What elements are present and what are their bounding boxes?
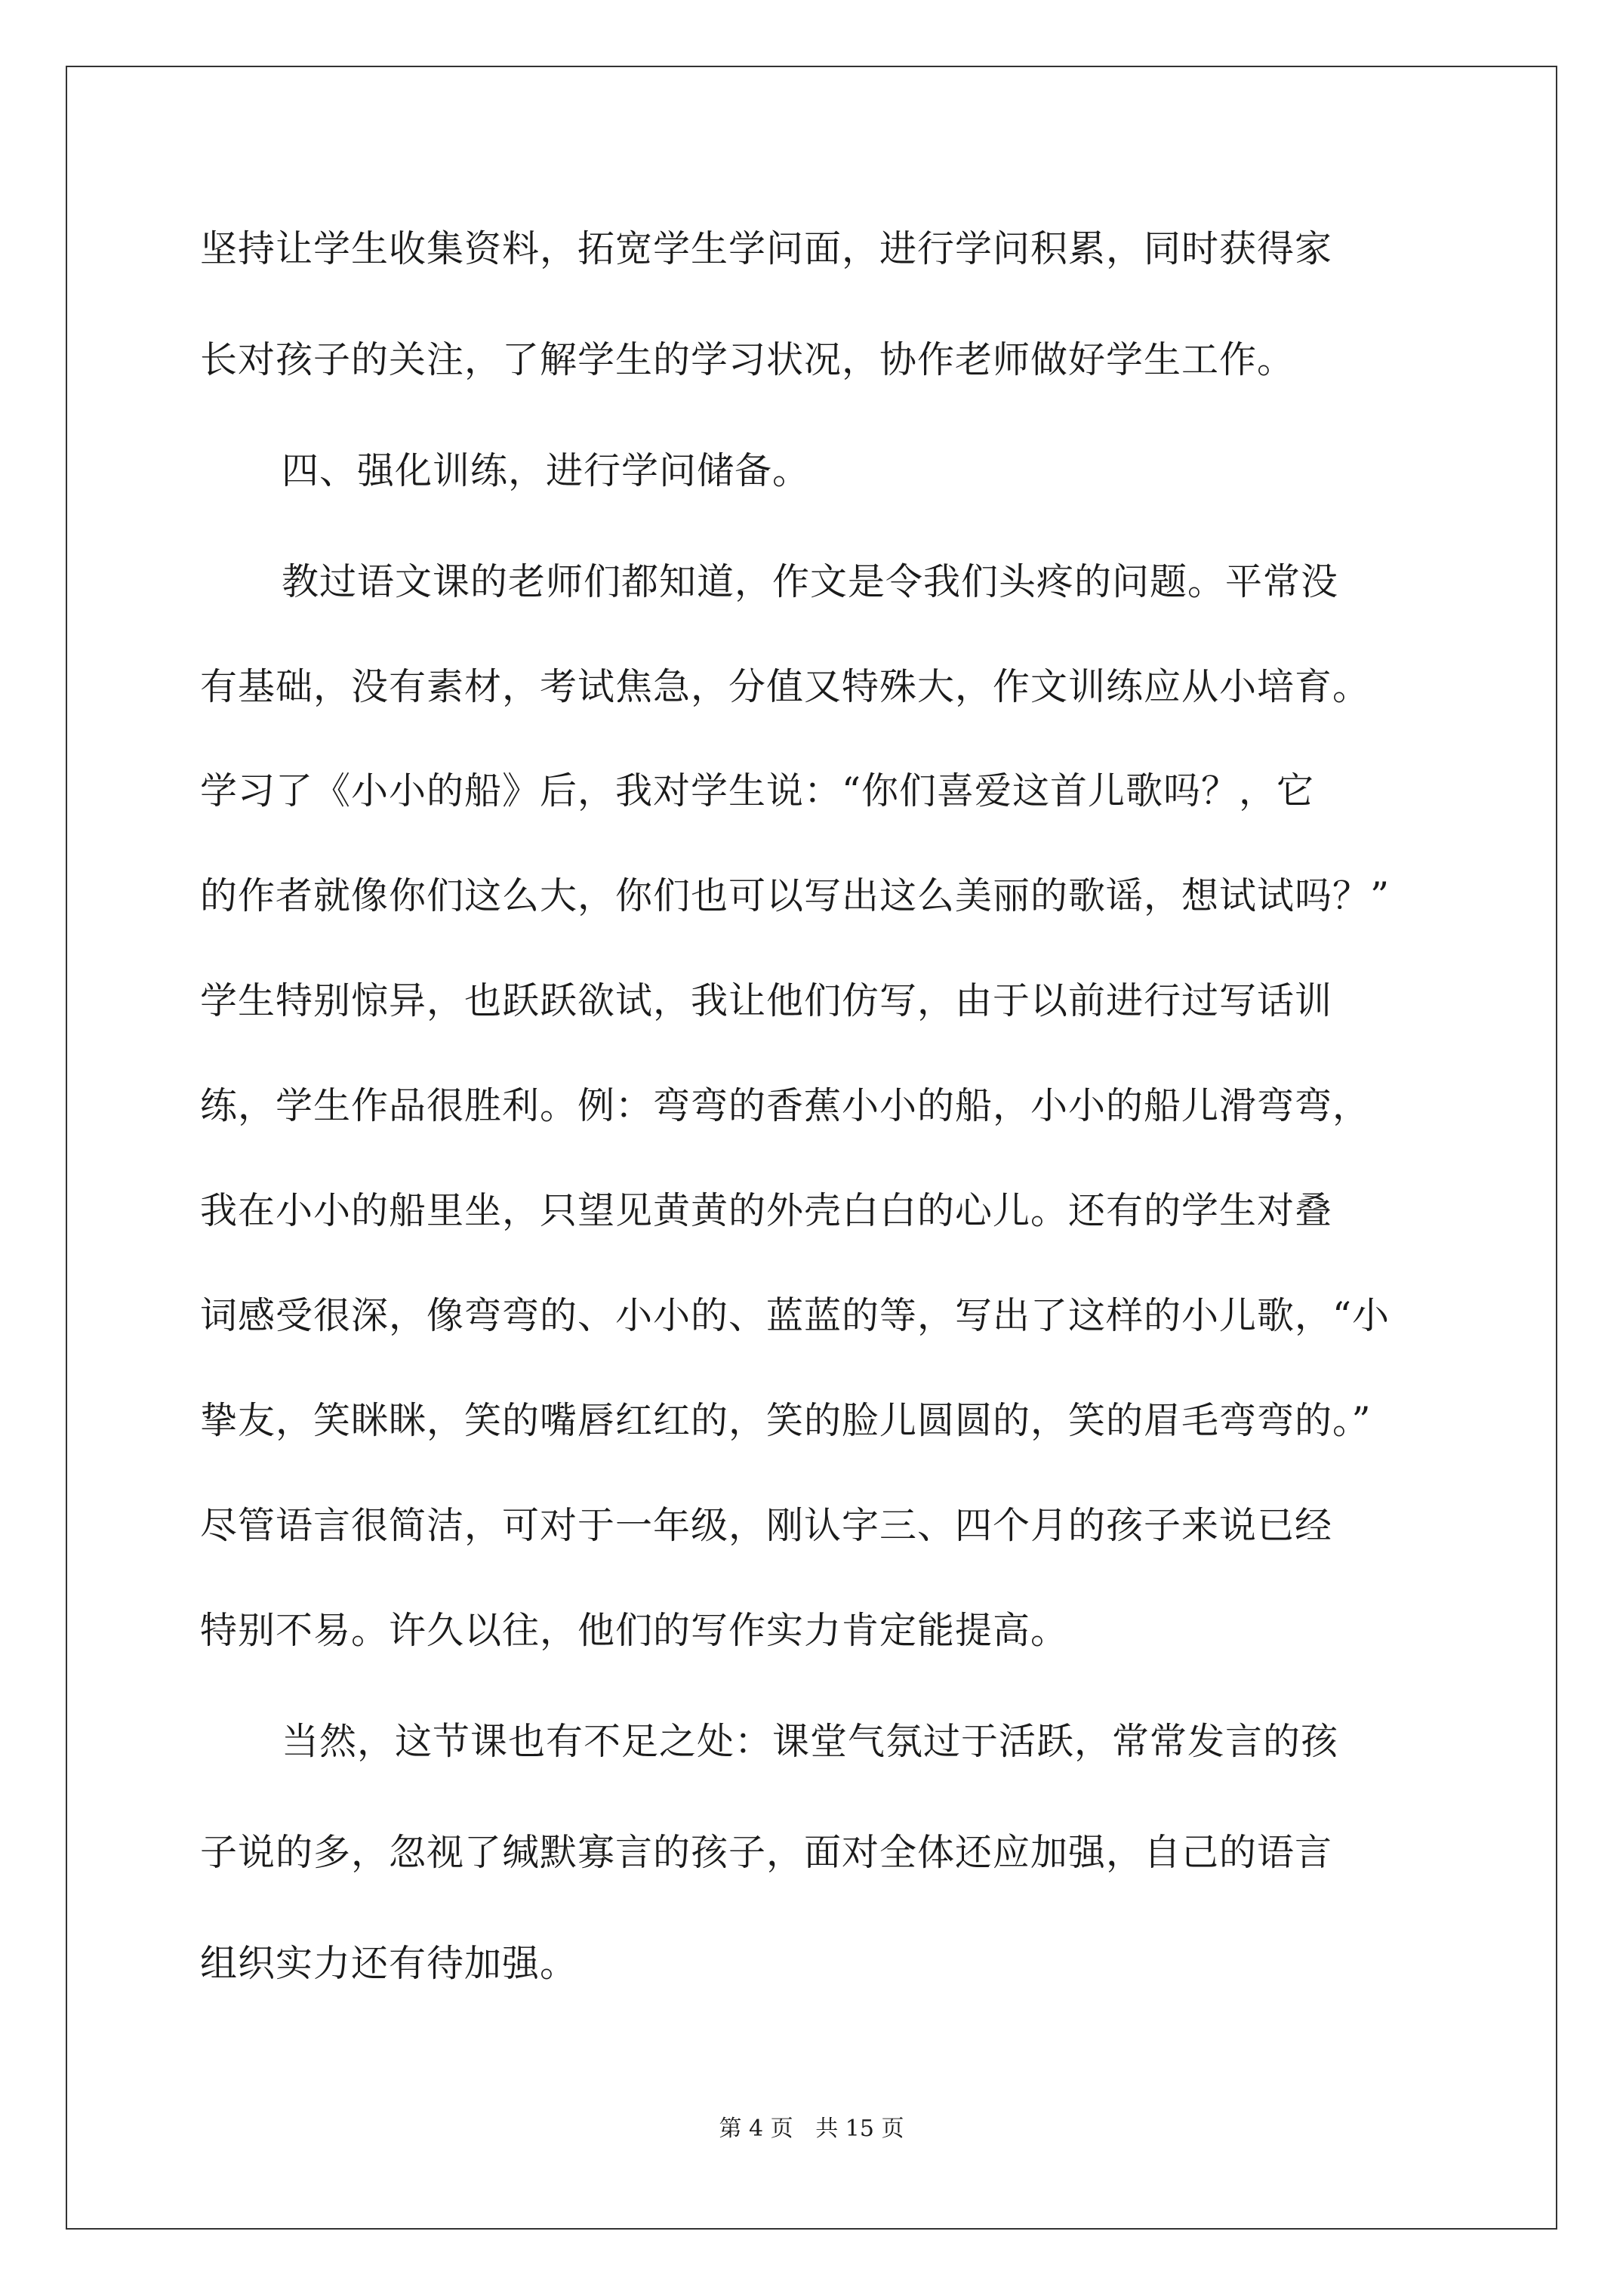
text-line-15: 当然，这节课也有不足之处：课堂气氛过于活跃，常常发言的孩 bbox=[282, 1720, 1339, 1763]
text-line-5: 有基础，没有素材，考试焦急，分值又特殊大，作文训练应从小培育。 bbox=[200, 665, 1371, 708]
text-line-13: 尽管语言很简洁，可对于一年级，刚认字三、四个月的孩子来说已经 bbox=[200, 1504, 1333, 1547]
page-footer bbox=[0, 2114, 1623, 2144]
text-line-6: 学习了《小小的船》后，我对学生说：“你们喜爱这首儿歌吗？，它 bbox=[200, 769, 1315, 812]
text-line-17: 组织实力还有待加强。 bbox=[200, 1942, 578, 1985]
text-line-1: 坚持让学生收集资料，拓宽学生学问面，进行学问积累，同时获得家 bbox=[200, 227, 1333, 270]
text-line-10: 我在小小的船里坐，只望见黄黄的外壳白白的心儿。还有的学生对叠 bbox=[200, 1189, 1333, 1232]
text-line-16: 子说的多，忽视了缄默寡言的孩子，面对全体还应加强，自己的语言 bbox=[200, 1831, 1333, 1874]
text-line-4: 教过语文课的老师们都知道，作文是令我们头疼的问题。平常没 bbox=[282, 560, 1339, 603]
text-line-8: 学生特别惊异，也跃跃欲试，我让他们仿写，由于以前进行过写话训 bbox=[200, 979, 1333, 1022]
page-total: 共 15 页 bbox=[815, 2116, 904, 2142]
text-line-2: 长对孩子的关注，了解学生的学习状况，协作老师做好学生工作。 bbox=[200, 338, 1295, 381]
text-line-9: 练，学生作品很胜利。例：弯弯的香蕉小小的船，小小的船儿滑弯弯， bbox=[200, 1084, 1371, 1127]
page-number: 第 4 页 bbox=[719, 2116, 793, 2142]
text-line-12: 挚友，笑眯眯，笑的嘴唇红红的，笑的脸儿圆圆的，笑的眉毛弯弯的。” bbox=[200, 1399, 1372, 1442]
text-line-7: 的作者就像你们这么大，你们也可以写出这么美丽的歌谣，想试试吗？” bbox=[200, 874, 1390, 917]
text-line-11: 词感受很深，像弯弯的、小小的、蓝蓝的等，写出了这样的小儿歌，“小 bbox=[200, 1294, 1390, 1337]
text-line-14: 特别不易。许久以往，他们的写作实力肯定能提高。 bbox=[200, 1609, 1069, 1652]
page-frame bbox=[66, 66, 1557, 2230]
section-heading-4: 四、强化训练，进行学问储备。 bbox=[282, 449, 811, 492]
